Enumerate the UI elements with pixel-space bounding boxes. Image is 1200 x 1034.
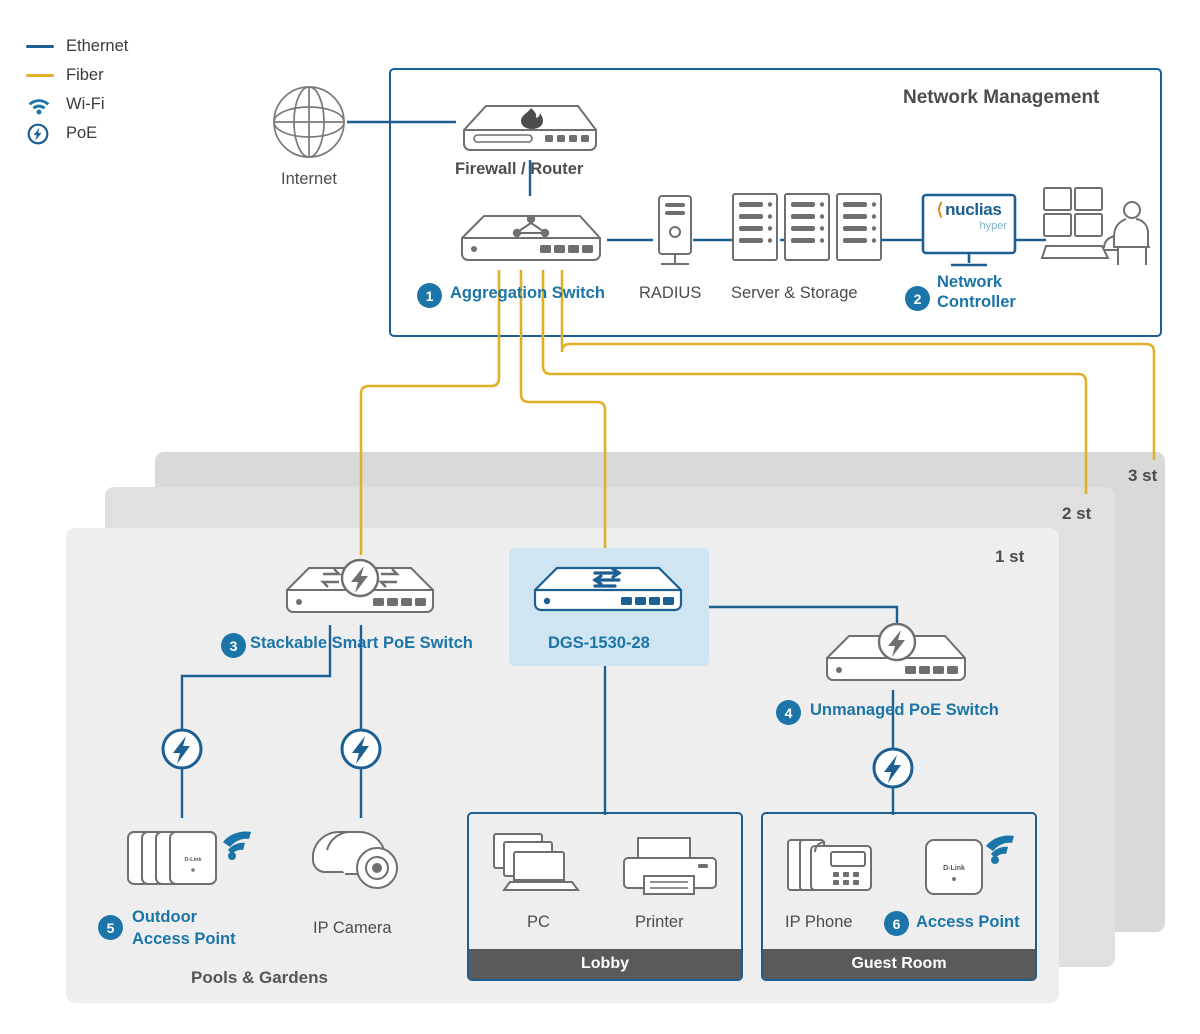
floor-1-label: 1 st xyxy=(995,547,1025,566)
badge-network-controller: 2 xyxy=(905,286,930,311)
floor-3-label: 3 st xyxy=(1128,466,1158,485)
ip-camera-node xyxy=(305,820,415,905)
legend-item-wifi xyxy=(26,90,216,119)
ip-camera-label: IP Camera xyxy=(313,919,392,937)
nuclias-wordmark: nuclias xyxy=(945,200,1002,219)
unmanaged-switch-node xyxy=(817,620,977,697)
ip-camera-icon xyxy=(305,820,415,900)
network-controller-label xyxy=(937,272,1016,312)
server-storage-node xyxy=(730,190,885,273)
nuclias-mark-icon: ⟨ xyxy=(936,200,944,219)
ethernet-line-icon xyxy=(26,45,66,48)
admin-workstation xyxy=(1040,184,1158,281)
legend-item-fiber xyxy=(26,61,216,90)
server-rack-icon xyxy=(730,190,885,268)
switch-device-icon xyxy=(452,206,610,272)
legend xyxy=(26,32,216,148)
stackable-switch-label: Stackable Smart PoE Switch xyxy=(250,634,473,652)
radius-node xyxy=(652,192,698,281)
printer-icon xyxy=(620,832,720,898)
radius-label: RADIUS xyxy=(639,284,702,302)
legend-label-fiber: Fiber xyxy=(66,66,104,84)
poe-marker-ip-camera xyxy=(338,726,384,777)
pc-icon xyxy=(490,830,594,898)
ip-phone-label: IP Phone xyxy=(785,913,853,931)
printer-label: Printer xyxy=(635,913,684,931)
radius-server-icon xyxy=(652,192,698,276)
unmanaged-switch-icon xyxy=(817,620,977,692)
internet-node xyxy=(271,84,347,165)
pc-node xyxy=(490,830,594,903)
core-switch-node xyxy=(525,558,691,629)
stackable-switch-node xyxy=(277,558,443,631)
poe-icon xyxy=(26,123,66,145)
lobby-room-label: Lobby xyxy=(469,949,741,979)
outdoor-ap-icon xyxy=(125,818,265,900)
floor-2-label: 2 st xyxy=(1062,504,1092,523)
access-point-label: Access Point xyxy=(916,913,1020,931)
legend-label-ethernet: Ethernet xyxy=(66,37,129,55)
firewall-router-label: Firewall / Router xyxy=(455,160,584,178)
poe-marker-access-point xyxy=(870,745,916,796)
server-storage-label: Server & Storage xyxy=(731,284,858,302)
operator-icon xyxy=(1040,184,1158,276)
aggregation-switch-node xyxy=(452,206,610,277)
legend-item-ethernet xyxy=(26,32,216,61)
legend-label-poe: PoE xyxy=(66,124,98,142)
aggregation-switch-label: Aggregation Switch xyxy=(450,284,605,302)
badge-unmanaged-switch: 4 xyxy=(776,700,801,725)
outdoor-access-point-node xyxy=(125,818,265,905)
svg-text:D-Link: D-Link xyxy=(184,857,202,863)
stackable-switch-icon xyxy=(277,558,443,626)
outdoor-ap-label-line1: Outdoor xyxy=(132,908,198,926)
nuclias-logo xyxy=(931,200,1007,232)
unmanaged-switch-label: Unmanaged PoE Switch xyxy=(810,701,999,719)
core-switch-label: DGS-1530-28 xyxy=(548,634,650,652)
guest-room-label: Guest Room xyxy=(763,949,1035,979)
network-controller-label-line1: Network xyxy=(937,273,1003,291)
legend-label-wifi: Wi-Fi xyxy=(66,95,105,113)
firewall-device-icon xyxy=(452,96,608,158)
badge-aggregation-switch: 1 xyxy=(417,283,442,308)
ip-phone-icon xyxy=(785,826,877,898)
globe-icon xyxy=(271,84,347,160)
outdoor-ap-label xyxy=(132,906,236,950)
badge-outdoor-ap: 5 xyxy=(98,915,123,940)
badge-stackable-switch: 3 xyxy=(221,633,246,658)
badge-access-point: 6 xyxy=(884,911,909,936)
printer-node xyxy=(620,832,720,903)
legend-item-poe xyxy=(26,119,216,148)
outdoor-ap-label-line2: Access Point xyxy=(132,930,236,948)
network-management-title: Network Management xyxy=(903,87,1100,108)
access-point-node xyxy=(918,826,1028,903)
fiber-line-icon xyxy=(26,74,66,77)
svg-text:D-Link: D-Link xyxy=(943,865,965,872)
ip-phone-node xyxy=(785,826,877,903)
internet-label: Internet xyxy=(281,170,337,188)
firewall-router-node xyxy=(452,96,608,163)
wifi-icon xyxy=(26,95,66,115)
poe-marker-outdoor-ap xyxy=(159,726,205,777)
network-controller-label-line2: Controller xyxy=(937,293,1016,311)
core-switch-icon xyxy=(525,558,691,624)
access-point-icon xyxy=(918,826,1028,898)
pc-label: PC xyxy=(527,913,550,931)
pools-gardens-label: Pools & Gardens xyxy=(191,968,328,987)
nuclias-sub-label: hyper xyxy=(979,220,1007,232)
